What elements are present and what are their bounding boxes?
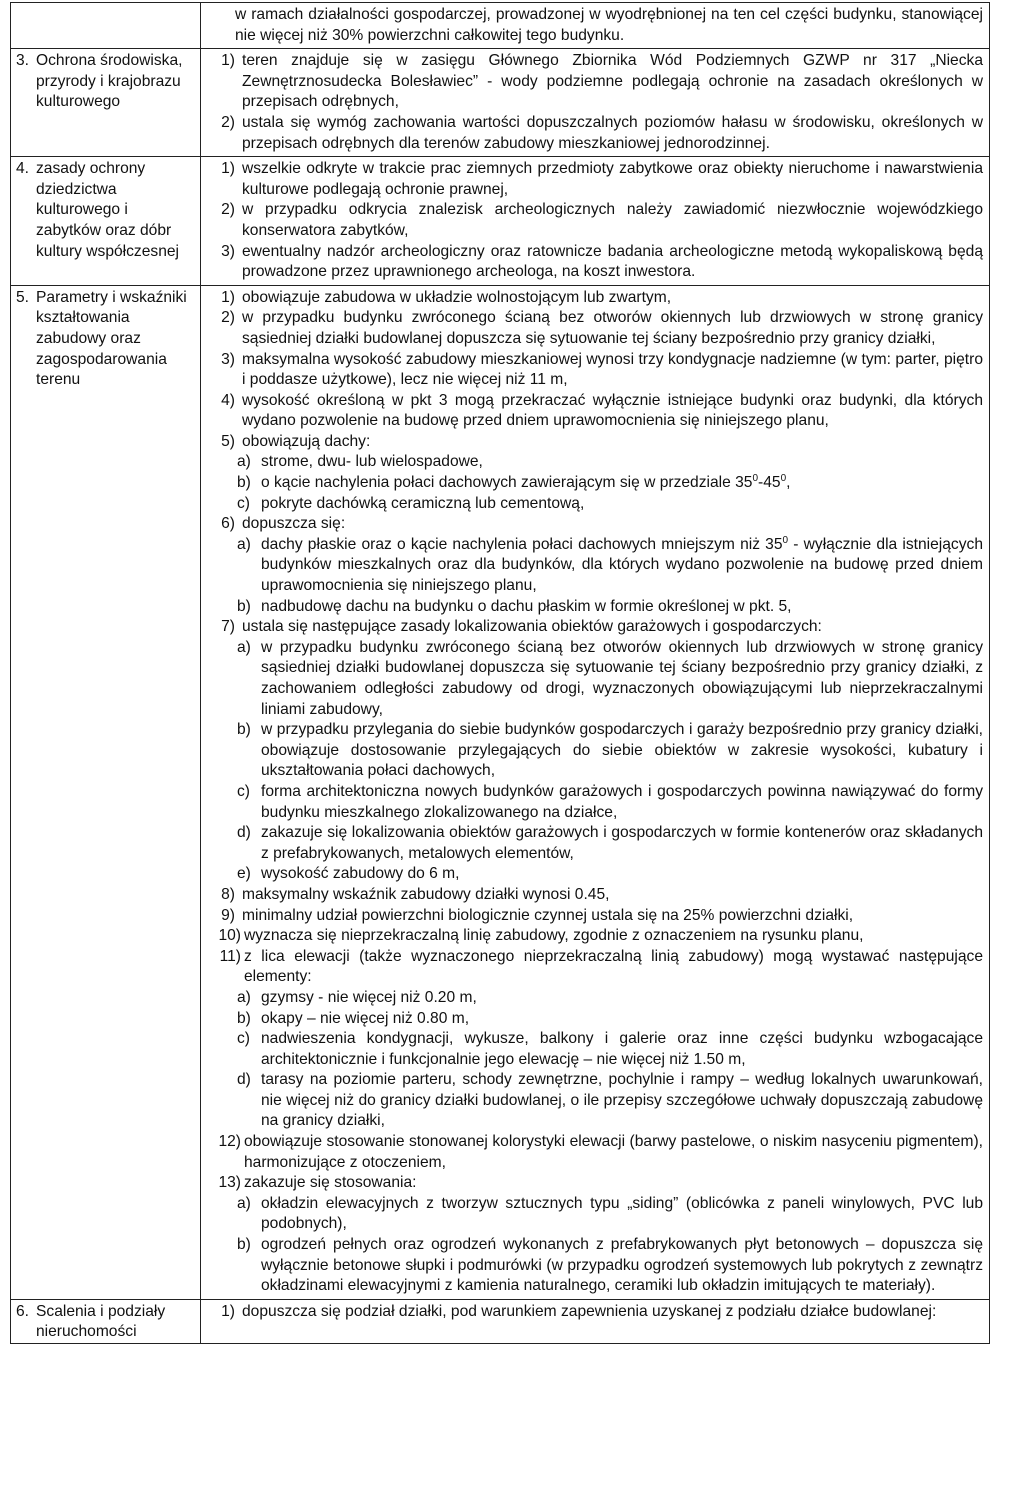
- sub-item: [235, 597, 983, 618]
- table-row: [11, 157, 990, 286]
- sub-item-text: tarasy na poziomie parteru, schody zewnętrzne, pochylnie i rampy – według lokalnych uwarunkowań, nie więcej niż do granicy działki budowlanej, o ile przepisy szczegółowe uchwały dopuszczają zabudowę na granicy działki,: [261, 1071, 983, 1130]
- list-item: [207, 308, 983, 349]
- continuation-text: w ramach działalności gospodarczej, prowadzonej w wyodrębnionej na ten cel części budynku, stanowiącej nie więcej niż 30% powierzchni całkowitej tego budynku.: [235, 6, 983, 44]
- item-number: 4): [221, 391, 235, 409]
- row-label-cell: [11, 3, 201, 49]
- item-text: maksymalna wysokość zabudowy mieszkaniowej wynosi trzy kondygnacje nadziemne (w tym: parter, piętro i poddasze użytkowe), lecz nie więcej niż 11 m,: [242, 350, 983, 389]
- text-fragment: dachy płaskie oraz o kącie nachylenia połaci dachowych mniejszym niż 35: [261, 535, 783, 553]
- list-item: [207, 200, 983, 241]
- degree-sup: 0: [782, 534, 789, 546]
- item-number: 12): [218, 1133, 241, 1151]
- table-row: [11, 1299, 990, 1343]
- sub-item-text: [261, 535, 983, 597]
- sub-item-text: nadwieszenia kondygnacji, wykusze, balkony i galerie oraz inne części budynku wzbogacające architektonicznie i funkcjonalnie jego elewację – nie więcej niż 1.50 m,: [261, 1030, 983, 1068]
- row-title: Parametry i wskaźniki kształtowania zabudowy oraz zagospodarowania terenu: [36, 288, 187, 389]
- list-item: [207, 906, 983, 927]
- item-text: obowiązują dachy:: [242, 432, 371, 450]
- item-number: 1): [221, 288, 235, 306]
- sub-item: [235, 1070, 983, 1132]
- item-text: dopuszcza się podział działki, pod warunkiem zapewnienia uzyskanej z podziału działce budowlanej:: [242, 1302, 937, 1320]
- item-number: 7): [221, 618, 235, 636]
- sub-item: [235, 535, 983, 597]
- item-number: 8): [221, 885, 235, 903]
- sub-item-letter: a): [237, 453, 251, 471]
- row-label: [16, 288, 196, 391]
- list-item: [207, 1302, 983, 1323]
- list-item: [207, 514, 983, 535]
- text-fragment: ,: [786, 474, 791, 492]
- item-text: wysokość określoną w pkt 3 mogą przekraczać wyłącznie istniejące budynki oraz budynki, dla których wydano pozwolenie na budowę przed dniem uprawomocnienia się niniejszego planu,: [242, 391, 983, 430]
- degree-sup: 0: [780, 472, 787, 484]
- row-label: [16, 1302, 196, 1343]
- list-item: [207, 1173, 983, 1194]
- sub-item: [235, 988, 983, 1009]
- sub-item-text: nadbudowę dachu na budynku o dachu płaskim w formie określonej w pkt. 5,: [261, 597, 792, 615]
- table-row: [11, 3, 990, 49]
- sub-item: [235, 864, 983, 885]
- sub-item: [235, 494, 983, 515]
- sub-item-text: strome, dwu- lub wielospadowe,: [261, 453, 483, 471]
- row-label: [16, 51, 196, 113]
- list-item: [207, 113, 983, 154]
- sub-item-letter: c): [237, 1030, 250, 1048]
- sub-item: [235, 782, 983, 823]
- list-item: [207, 242, 983, 283]
- item-text: minimalny udział powierzchni biologicznie czynnej ustala się na 25% powierzchni działki,: [242, 906, 854, 924]
- text-fragment: - wyłącznie dla istniejących budynków mieszkalnych oraz dla budynków, dla których wydano pozwolenie na budowę przed dniem uprawomocnienia się niniejszego planu,: [261, 535, 983, 595]
- row-label-cell: [11, 1299, 201, 1343]
- sub-item-text: wysokość zabudowy do 6 m,: [261, 865, 460, 883]
- item-text: ewentualny nadzór archeologiczny oraz ratownicze badania archeologiczne metodą wykopaliskową będą prowadzone przez uprawnionego archeologa, na koszt inwestora.: [242, 242, 983, 281]
- item-text: obowiązuje stosowanie stonowanej kolorystyki elewacji (barwy pastelowe, o niskim nasyceniu pigmentem), harmonizujące z otoczeniem,: [244, 1133, 983, 1171]
- item-text: teren znajduje się w zasięgu Głównego Zbiornika Wód Podziemnych GZWP nr 317 „Niecka Zewnętrznosudecka Bolesławiec” - wody podziemne podlegają ochronie na zasadach określonych w przepisach odrębnych,: [242, 52, 983, 111]
- list-item: [207, 288, 983, 309]
- sub-item: [235, 452, 983, 473]
- row-label-cell: [11, 49, 201, 157]
- item-number: 10): [218, 927, 241, 945]
- item-number: 2): [221, 201, 235, 219]
- sub-item-text: zakazuje się lokalizowania obiektów garażowych i gospodarczych w formie kontenerów oraz składanych z prefabrykowanych, metalowych elementów,: [261, 824, 983, 862]
- row-label-cell: [11, 285, 201, 1299]
- sub-item: [235, 1194, 983, 1235]
- list-item: [207, 885, 983, 906]
- sub-item-letter: a): [237, 1194, 251, 1212]
- sub-item: [235, 638, 983, 720]
- row-content-cell: [201, 49, 990, 157]
- sub-item-letter: e): [237, 865, 251, 883]
- row-content-cell: [201, 1299, 990, 1343]
- sub-item-text: ogrodzeń pełnych oraz ogrodzeń wykonanych z prefabrykowanych płyt betonowych – dopuszcza się wyłącznie betonowe słupki i podmurówki (w przypadku ogrodzeń systemowych lub pokrytych z zewnątrz okładzinami elewacyjnymi z kamienia naturalnego, ceramiki lub okładzin imitujących te materiały).: [261, 1236, 983, 1295]
- list-item: [207, 159, 983, 200]
- sub-item-letter: c): [237, 782, 250, 800]
- row-number: 6.: [16, 1302, 30, 1320]
- table-row: [11, 49, 990, 157]
- item-number: 1): [221, 52, 235, 70]
- sub-item: [235, 1009, 983, 1030]
- sub-item-letter: d): [237, 824, 251, 842]
- item-number: 11): [219, 947, 241, 965]
- item-text: maksymalny wskaźnik zabudowy działki wynosi 0.45,: [242, 885, 610, 903]
- sub-item-letter: b): [237, 597, 251, 615]
- row-content-cell: [201, 285, 990, 1299]
- sub-item-text: okładzin elewacyjnych z tworzyw sztucznych typu „siding” (oblicówka z paneli winylowych, PVC lub podobnych),: [261, 1194, 983, 1233]
- sub-item-text: w przypadku przylegania do siebie budynków gospodarczych i garaży bezpośrednio przy granicy działki, obowiązuje dostosowanie przylegających do siebie obiektów w zakresie wysokości, kubatury i ukształtowania połaci dachowych,: [261, 721, 983, 780]
- sub-item: [235, 1235, 983, 1297]
- item-number: 2): [221, 309, 235, 327]
- sub-item-text: gzymsy - nie więcej niż 0.20 m,: [261, 988, 477, 1006]
- sub-item-letter: b): [237, 474, 251, 492]
- sub-item-text: okapy – nie więcej niż 0.80 m,: [261, 1009, 470, 1027]
- item-text: ustala się następujące zasady lokalizowania obiektów garażowych i gospodarczych:: [242, 618, 822, 636]
- row-number: 3.: [16, 52, 30, 70]
- regulations-table: [10, 2, 990, 1344]
- row-content-cell: [201, 157, 990, 286]
- sub-item: [235, 720, 983, 782]
- sub-item-letter: a): [237, 535, 251, 553]
- sub-item-text: w przypadku budynku zwróconego ścianą bez otworów okiennych lub drzwiowych w stronę granicy sąsiedniej działki budowlanej dopuszcza się sytuowanie tej ściany bezpośrednio przy granicy działki, z zachowaniem odległości zabudowy od drogi, wyznaczonych obowiązującymi lub nieprzekraczalnymi liniami zabudowy,: [261, 638, 983, 718]
- sub-item-letter: c): [237, 494, 250, 512]
- item-text: dopuszcza się:: [242, 515, 346, 533]
- sub-item-letter: b): [237, 1009, 251, 1027]
- list-item: [207, 350, 983, 391]
- row-title: zasady ochrony dziedzictwa kulturowego i zabytków oraz dóbr kultury współczesnej: [36, 160, 180, 260]
- item-text: w przypadku budynku zwróconego ścianą bez otworów okiennych lub drzwiowych w stronę granicy sąsiedniej działki budowlanej dopuszcza się sytuowanie tej ściany bezpośrednio przy granicy działki,: [242, 309, 983, 347]
- item-number: 3): [221, 242, 235, 260]
- item-number: 5): [221, 432, 235, 450]
- degree-sup: 0: [752, 472, 759, 484]
- list-item: [207, 432, 983, 453]
- sub-item-letter: d): [237, 1071, 251, 1089]
- item-number: 1): [221, 160, 235, 178]
- plan-document: [10, 2, 990, 1344]
- list-item: [207, 617, 983, 638]
- text-fragment: -45: [758, 474, 781, 492]
- table-row: [11, 285, 990, 1299]
- sub-item: [235, 1029, 983, 1070]
- row-content-cell: [201, 3, 990, 49]
- sub-item-text: forma architektoniczna nowych budynków garażowych i gospodarczych powinna nawiązywać do formy budynku mieszkalnego zlokalizowanego na działce,: [261, 782, 983, 821]
- list-item: [207, 391, 983, 432]
- row-number: 4.: [16, 160, 30, 178]
- sub-item-text: pokryte dachówką ceramiczną lub cementową,: [261, 494, 585, 512]
- item-text: wyznacza się nieprzekraczalną linię zabudowy, zgodnie z oznaczeniem na rysunku planu,: [244, 927, 864, 945]
- item-number: 3): [221, 350, 235, 368]
- sub-item: [235, 823, 983, 864]
- list-item: [207, 51, 983, 113]
- sub-item-letter: a): [237, 638, 251, 656]
- item-text: z lica elewacji (także wyznaczonego nieprzekraczalną linią zabudowy) mogą wystawać następujące elementy:: [244, 947, 983, 986]
- item-number: 9): [221, 906, 235, 924]
- row-number: 5.: [16, 288, 30, 306]
- row-title: Ochrona środowiska, przyrody i krajobrazu kulturowego: [36, 52, 183, 111]
- sub-item: [235, 473, 983, 494]
- item-text: zakazuje się stosowania:: [244, 1174, 417, 1192]
- sub-item-letter: b): [237, 721, 251, 739]
- text-fragment: o kącie nachylenia połaci dachowych zawierającym się w przedziale 35: [261, 474, 753, 492]
- sub-item-text: [261, 473, 983, 494]
- item-number: 2): [221, 113, 235, 131]
- item-number: 13): [218, 1174, 241, 1192]
- item-number: 6): [221, 515, 235, 533]
- item-text: obowiązuje zabudowa w układzie wolnostojącym lub zwartym,: [242, 288, 672, 306]
- item-text: ustala się wymóg zachowania wartości dopuszczalnych poziomów hałasu w środowisku, określonych w przepisach odrębnych dla terenów zabudowy mieszkaniowej jednorodzinnej.: [242, 113, 983, 152]
- item-number: 1): [221, 1302, 235, 1320]
- sub-item-letter: b): [237, 1236, 251, 1254]
- row-label: [16, 159, 196, 262]
- item-text: wszelkie odkryte w trakcie prac ziemnych przedmioty zabytkowe oraz obiekty nieruchome i nawarstwienia kulturowe podlegają ochronie prawnej,: [242, 160, 983, 198]
- list-item: [207, 1132, 983, 1173]
- row-title: Scalenia i podziały nieruchomości: [36, 1302, 166, 1341]
- list-item: [207, 947, 983, 988]
- row-label-cell: [11, 157, 201, 286]
- list-item: [207, 926, 983, 947]
- sub-item-letter: a): [237, 988, 251, 1006]
- item-text: w przypadku odkrycia znalezisk archeologicznych należy zawiadomić niezwłocznie wojewódzkiego konserwatora zabytków,: [242, 201, 983, 239]
